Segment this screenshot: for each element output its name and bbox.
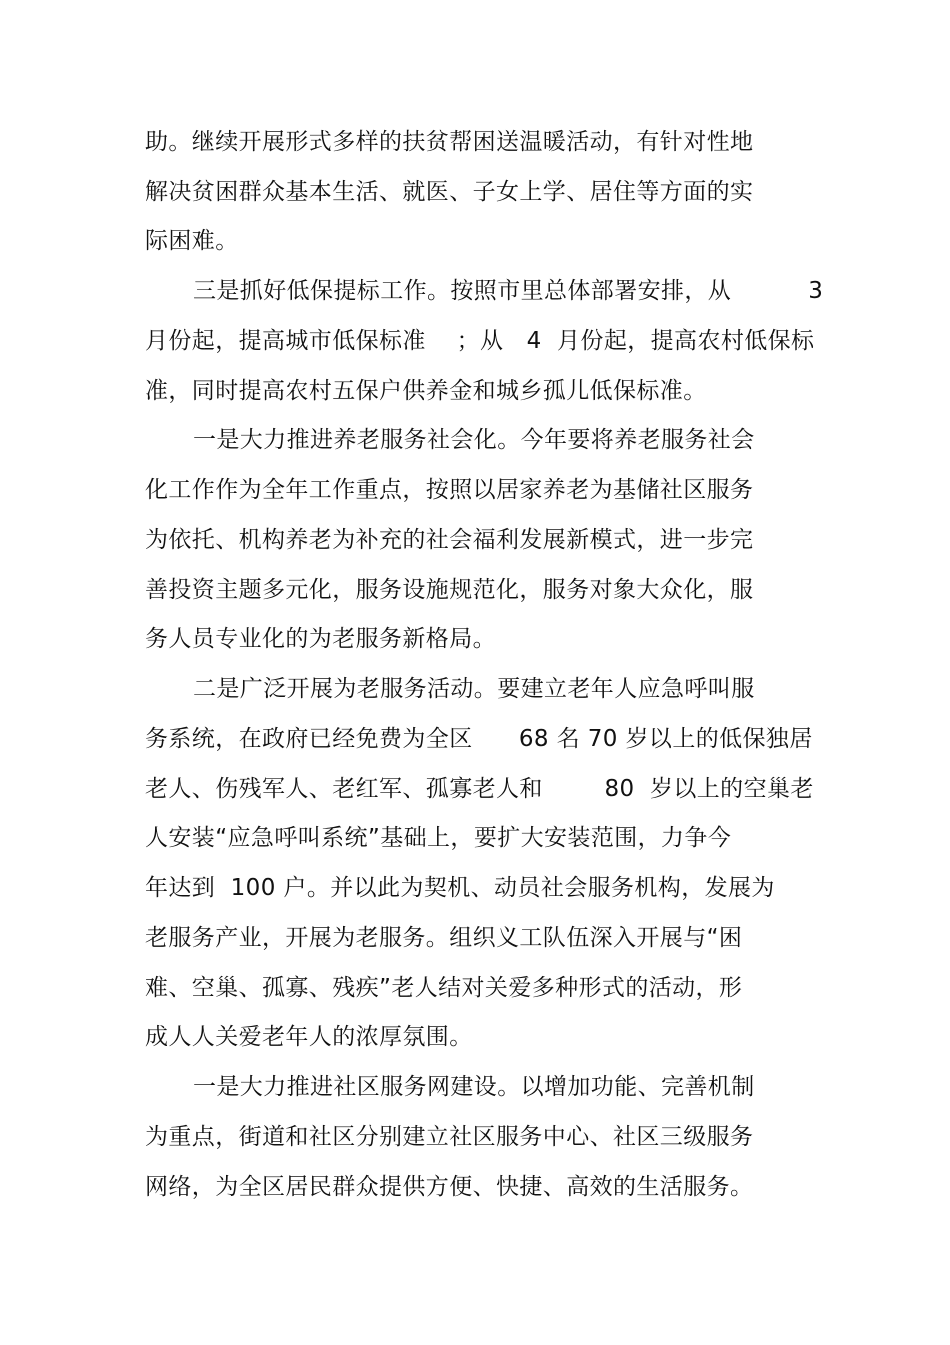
text-line: 网络，为全区居民群众提供方便、快捷、高效的生活服务。: [145, 1174, 754, 1200]
text-line: 成人人关爱老年人的浓厚氛围。: [145, 1024, 473, 1050]
text-line: 务人员专业化的为老服务新格局。: [145, 626, 496, 652]
text-line: 化工作作为全年工作重点，按照以居家养老为基储社区服务: [145, 477, 754, 503]
text-line: 年达到 100 户。并以此为契机、动员社会服务机构，发展为: [145, 875, 775, 901]
text-line: 为重点，街道和社区分别建立社区服务中心、社区三级服务: [145, 1124, 754, 1150]
text-line: 一是大力推进社区服务网建设。以增加功能、完善机制: [193, 1074, 755, 1100]
text-line: 一是大力推进养老服务社会化。今年要将养老服务社会: [193, 427, 755, 453]
text-line: 月份起，提高城市低保标准 ；从 4 月份起，提高农村低保标: [145, 328, 815, 354]
text-line: 际困难。: [145, 228, 239, 254]
text-line: 准，同时提高农村五保户供养金和城乡孤儿低保标准。: [145, 378, 707, 404]
text-line: 二是广泛开展为老服务活动。要建立老年人应急呼叫服: [193, 676, 755, 702]
text-line: 三是抓好低保提标工作。按照市里总体部署安排，从 3: [193, 278, 824, 304]
text-line: 助。继续开展形式多样的扶贫帮困送温暖活动，有针对性地: [145, 129, 754, 155]
text-line: 善投资主题多元化，服务设施规范化，服务对象大众化，服: [145, 577, 754, 603]
text-line: 老人、伤残军人、老红军、孤寡老人和 80 岁以上的空巢老: [145, 776, 814, 802]
text-line: 难、空巢、孤寡、残疾”老人结对关爱多种形式的活动，形: [145, 975, 743, 1001]
text-line: 务系统，在政府已经免费为全区 68 名 70 岁以上的低保独居: [145, 726, 813, 752]
text-line: 为依托、机构养老为补充的社会福利发展新模式，进一步完: [145, 527, 754, 553]
text-line: 解决贫困群众基本生活、就医、子女上学、居住等方面的实: [145, 179, 754, 205]
text-line: 老服务产业，开展为老服务。组织义工队伍深入开展与“困: [145, 925, 743, 951]
text-line: 人安装“应急呼叫系统”基础上，要扩大安装范围，力争今: [145, 825, 732, 851]
